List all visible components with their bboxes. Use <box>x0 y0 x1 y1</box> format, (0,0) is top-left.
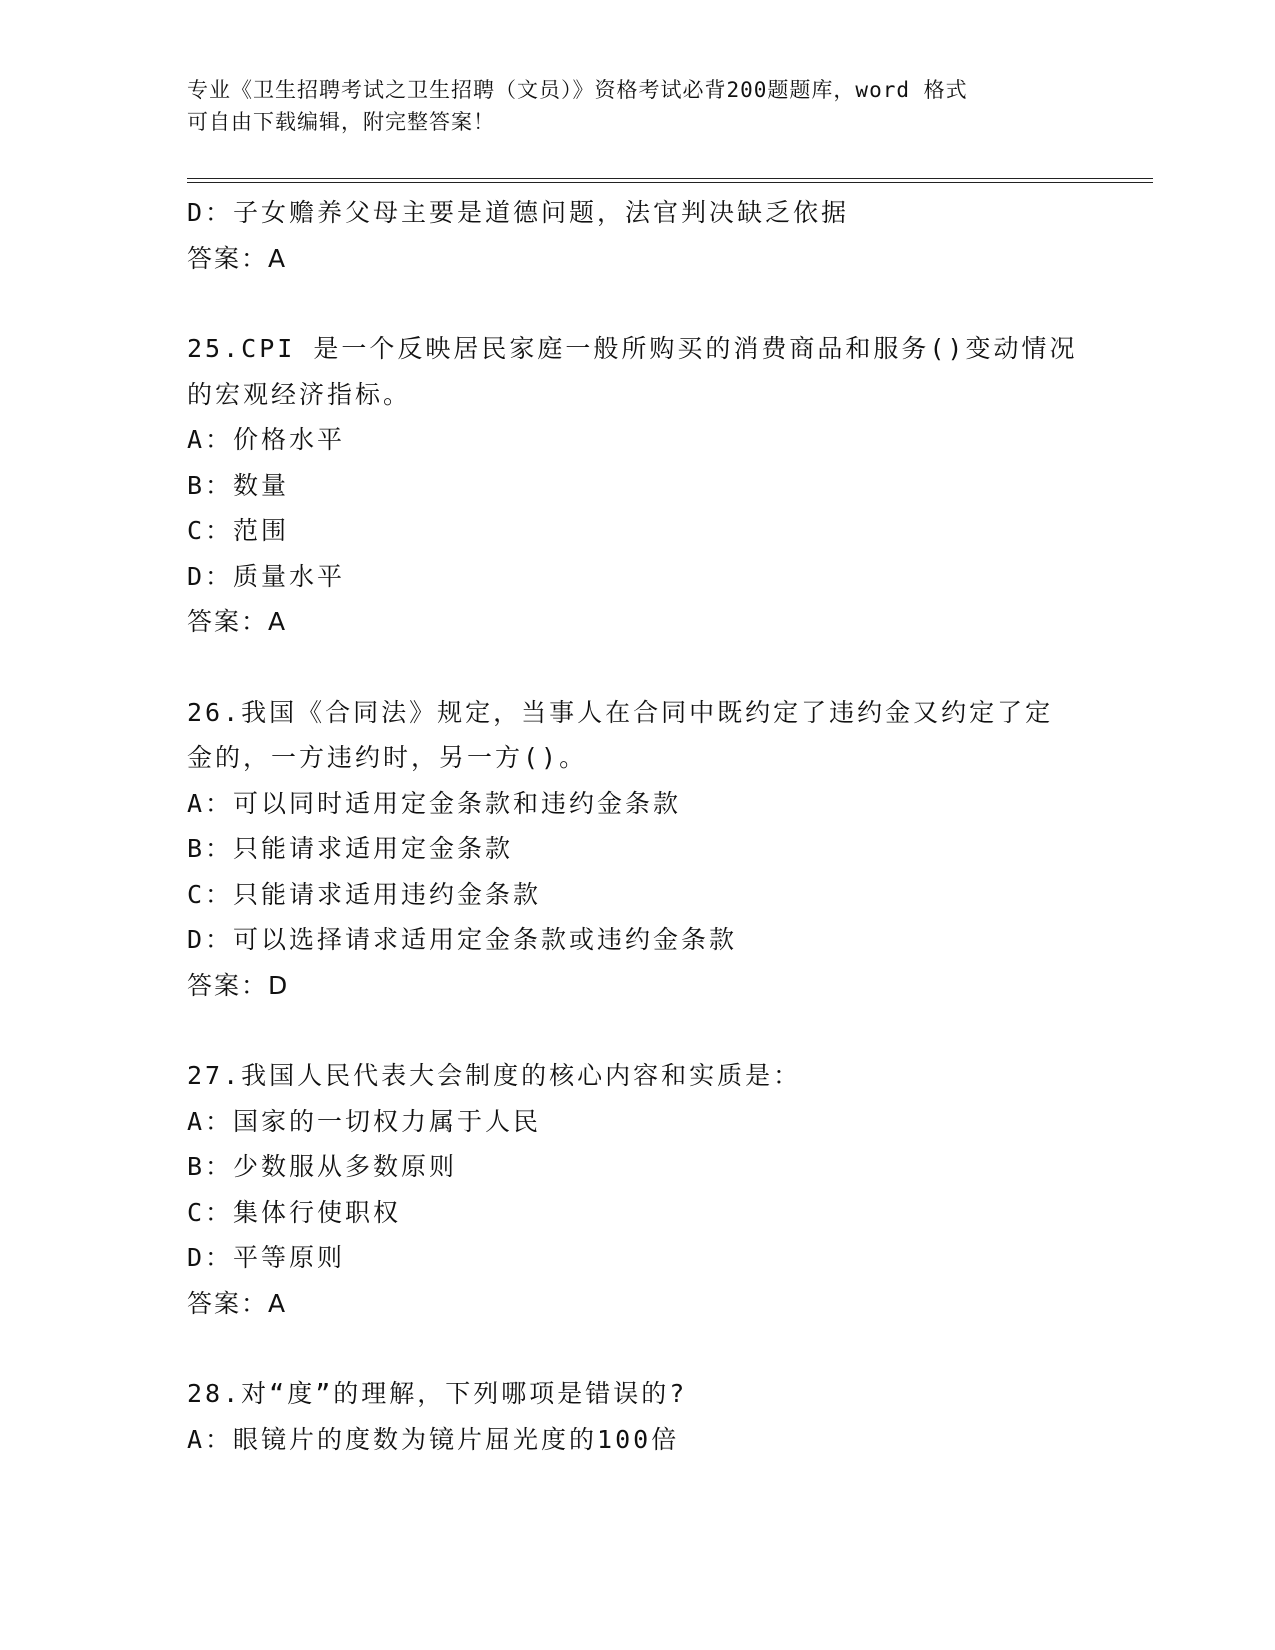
option-a: A：价格水平 <box>187 425 346 454</box>
option-d: D：子女赡养父母主要是道德问题，法官判决缺乏依据 <box>187 198 850 227</box>
answer-line: 答案：A <box>187 1288 288 1318</box>
question-text-line1: 28.对“度”的理解，下列哪项是错误的? <box>187 1379 688 1408</box>
option-a: A：可以同时适用定金条款和违约金条款 <box>187 788 682 818</box>
option-b: B：数量 <box>187 470 290 500</box>
option-d: D：平等原则 <box>187 1243 346 1272</box>
previous-question-tail <box>187 190 1087 281</box>
question-26 <box>187 690 1087 1009</box>
question-text-line2: 金的，一方违约时，另一方()。 <box>187 743 588 772</box>
option-b: B：少数服从多数原则 <box>187 1152 458 1181</box>
question-25 <box>187 326 1087 645</box>
question-text-line1: 25.CPI 是一个反映居民家庭一般所购买的消费商品和服务()变动情况 <box>187 334 1078 363</box>
answer-line: 答案：D <box>187 970 290 1000</box>
question-text-line2: 的宏观经济指标。 <box>187 379 412 409</box>
question-28 <box>187 1371 1087 1462</box>
option-a: A：眼镜片的度数为镜片屈光度的100倍 <box>187 1424 680 1454</box>
header-divider-bottom <box>187 182 1153 183</box>
option-b: B：只能请求适用定金条款 <box>187 834 514 863</box>
option-d: D：可以选择请求适用定金条款或违约金条款 <box>187 925 738 954</box>
option-c: C：只能请求适用违约金条款 <box>187 879 542 909</box>
option-a: A：国家的一切权力属于人民 <box>187 1106 542 1136</box>
answer-line: 答案：A <box>187 607 288 636</box>
question-content <box>187 190 1087 1462</box>
option-c: C：集体行使职权 <box>187 1197 402 1227</box>
header-title-line2: 可自由下载编辑，附完整答案！ <box>187 110 495 134</box>
option-d: D：质量水平 <box>187 561 346 591</box>
question-text-line1: 27.我国人民代表大会制度的核心内容和实质是： <box>187 1061 802 1090</box>
question-text-line1: 26.我国《合同法》规定，当事人在合同中既约定了违约金又约定了定 <box>187 697 1054 727</box>
document-header <box>187 74 1087 138</box>
header-divider-top <box>187 178 1153 179</box>
answer-line: 答案：A <box>187 243 288 273</box>
header-title-line1: 专业《卫生招聘考试之卫生招聘（文员）》资格考试必背200题题库，word 格式 <box>187 78 968 102</box>
option-c: C：范围 <box>187 516 290 545</box>
question-27 <box>187 1053 1087 1326</box>
